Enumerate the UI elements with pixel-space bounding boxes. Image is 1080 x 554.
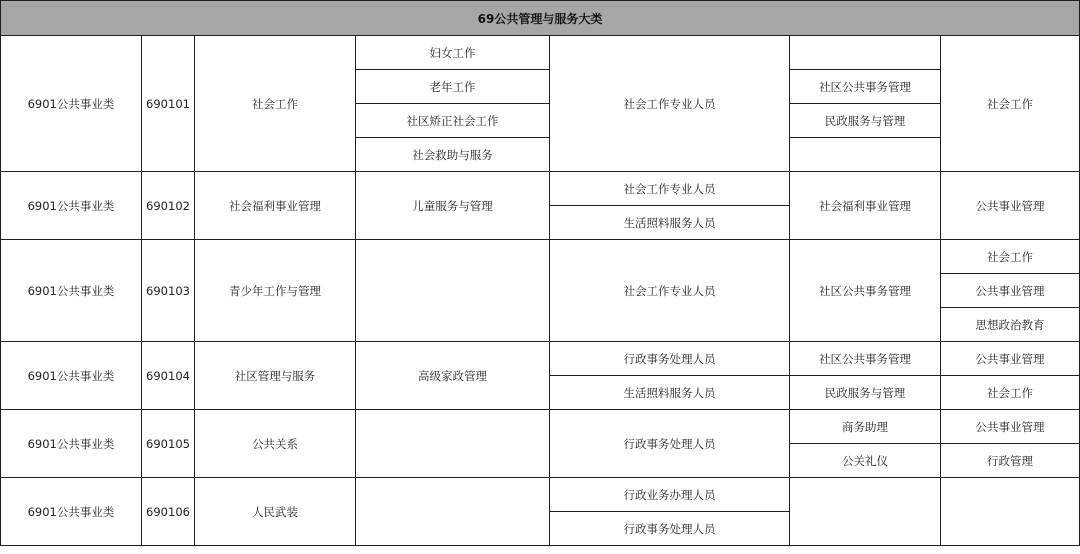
occupation-cell: 生活照料服务人员 <box>550 206 790 240</box>
direction-cell: 老年工作 <box>356 70 550 104</box>
category-cell: 6901公共事业类 <box>1 240 142 342</box>
code-cell: 690102 <box>142 172 195 240</box>
code-cell: 690105 <box>142 410 195 478</box>
direction-cell: 高级家政管理 <box>356 342 550 410</box>
table-row <box>1 342 1080 376</box>
direction-cell <box>356 410 550 478</box>
direction-cell: 儿童服务与管理 <box>356 172 550 240</box>
continuing-major-cell: 社会工作 <box>941 240 1080 274</box>
continuing-major-cell: 公共事业管理 <box>941 172 1080 240</box>
certificate-cell: 社区公共事务管理 <box>790 240 941 342</box>
occupation-cell: 社会工作专业人员 <box>550 36 790 172</box>
direction-cell: 社会救助与服务 <box>356 138 550 172</box>
continuing-major-cell: 公共事业管理 <box>941 342 1080 376</box>
continuing-major-cell: 社会工作 <box>941 36 1080 172</box>
occupation-cell: 社会工作专业人员 <box>550 172 790 206</box>
certificate-cell: 社会福利事业管理 <box>790 172 941 240</box>
table-row <box>1 478 1080 512</box>
category-cell: 6901公共事业类 <box>1 410 142 478</box>
occupation-cell: 行政事务处理人员 <box>550 410 790 478</box>
certificate-cell: 商务助理 <box>790 410 941 444</box>
category-cell: 6901公共事业类 <box>1 478 142 546</box>
category-cell: 6901公共事业类 <box>1 36 142 172</box>
major-cell: 人民武装 <box>195 478 356 546</box>
category-cell: 6901公共事业类 <box>1 172 142 240</box>
continuing-major-cell: 社会工作 <box>941 376 1080 410</box>
direction-cell <box>356 240 550 342</box>
occupation-cell: 社会工作专业人员 <box>550 240 790 342</box>
code-cell: 690104 <box>142 342 195 410</box>
certificate-cell: 民政服务与管理 <box>790 376 941 410</box>
occupation-cell: 行政事务处理人员 <box>550 342 790 376</box>
continuing-major-cell: 行政管理 <box>941 444 1080 478</box>
code-cell: 690101 <box>142 36 195 172</box>
table-row <box>1 240 1080 274</box>
certificate-cell <box>790 138 941 172</box>
continuing-major-cell: 公共事业管理 <box>941 410 1080 444</box>
direction-cell: 妇女工作 <box>356 36 550 70</box>
code-cell: 690103 <box>142 240 195 342</box>
certificate-cell: 社区公共事务管理 <box>790 70 941 104</box>
occupation-cell: 生活照料服务人员 <box>550 376 790 410</box>
category-cell: 6901公共事业类 <box>1 342 142 410</box>
table-body <box>1 36 1080 546</box>
direction-cell: 社区矫正社会工作 <box>356 104 550 138</box>
certificate-cell: 民政服务与管理 <box>790 104 941 138</box>
certificate-cell <box>790 36 941 70</box>
major-cell: 青少年工作与管理 <box>195 240 356 342</box>
occupation-cell: 行政事务处理人员 <box>550 512 790 546</box>
table-title: 69公共管理与服务大类 <box>1 1 1080 36</box>
certificate-cell <box>790 478 941 546</box>
continuing-major-cell <box>941 478 1080 546</box>
code-cell: 690106 <box>142 478 195 546</box>
major-cell: 社会工作 <box>195 36 356 172</box>
table-row <box>1 410 1080 444</box>
table-row <box>1 36 1080 70</box>
major-cell: 社区管理与服务 <box>195 342 356 410</box>
occupation-cell: 行政业务办理人员 <box>550 478 790 512</box>
major-cell: 公共关系 <box>195 410 356 478</box>
continuing-major-cell: 思想政治教育 <box>941 308 1080 342</box>
table-row <box>1 172 1080 206</box>
direction-cell <box>356 478 550 546</box>
certificate-cell: 公关礼仪 <box>790 444 941 478</box>
continuing-major-cell: 公共事业管理 <box>941 274 1080 308</box>
certificate-cell: 社区公共事务管理 <box>790 342 941 376</box>
major-cell: 社会福利事业管理 <box>195 172 356 240</box>
